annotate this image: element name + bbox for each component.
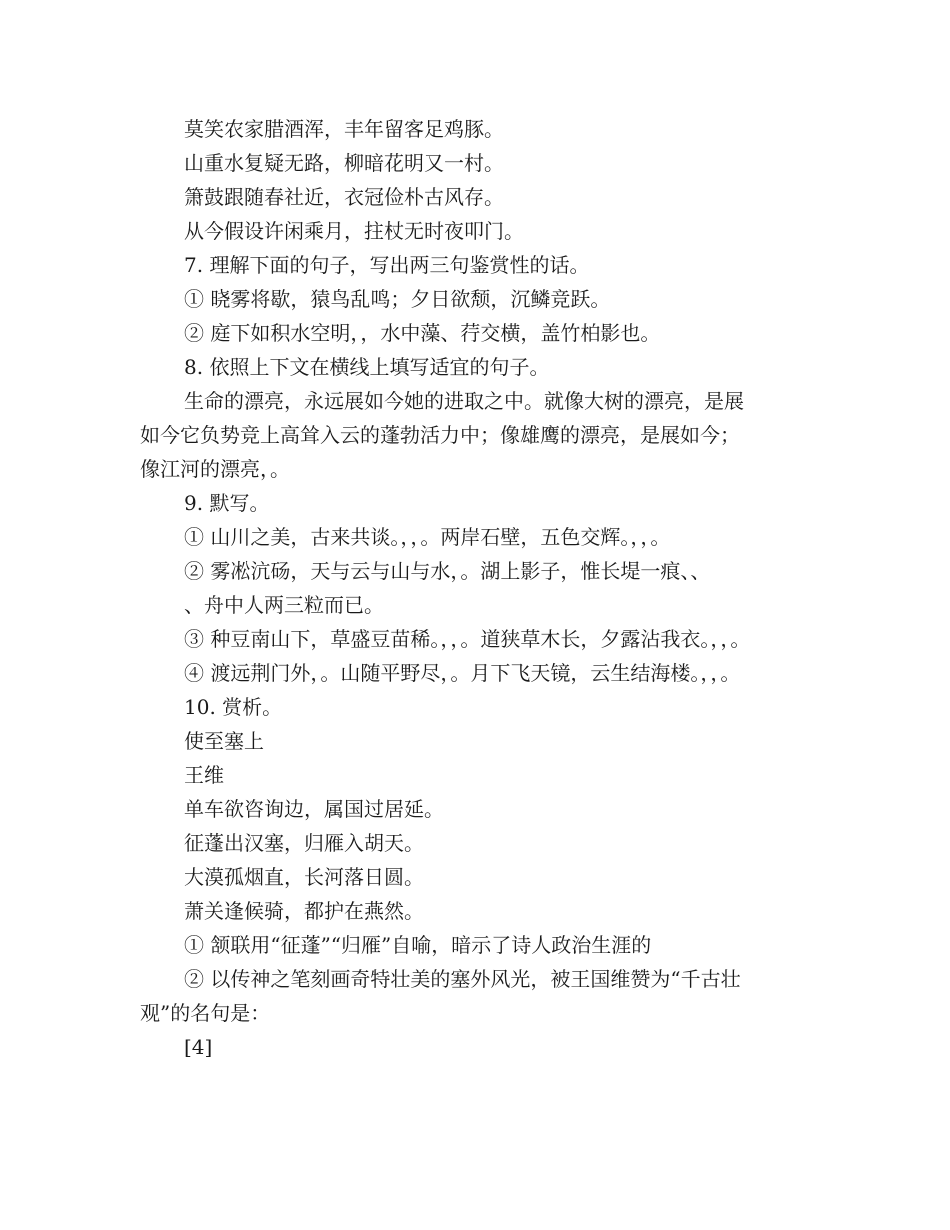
question-9-item-4: ④ 渡远荆门外，。山随平野尽，。月下飞天镜，云生结海楼。，，。 <box>184 661 741 685</box>
question-7-item-1: ① 晓雾将歇，猿鸟乱鸣；夕日欲颓，沉鳞竞跃。 <box>184 287 611 311</box>
poem-line: 从今假设许闲乘月，拄杖无时夜叩门。 <box>184 219 524 243</box>
page-marker: [4] <box>184 1035 213 1059</box>
poem-line: 单车欲咨询边，属国过居延。 <box>184 797 444 821</box>
poem-title: 使至塞上 <box>184 729 264 753</box>
question-9-item-1: ① 山川之美，古来共谈。，，。两岸石壁，五色交辉。，，。 <box>184 525 671 549</box>
poem-line: 山重水复疑无路，柳暗花明又一村。 <box>184 151 504 175</box>
question-8-paragraph-line-3: 像江河的漂亮，。 <box>140 457 290 481</box>
question-8-paragraph-line-2: 如今它负势竞上高耸入云的蓬勃活力中；像雄鹰的漂亮，是展如今； <box>140 423 740 447</box>
question-9-item-2-line-1: ② 雾凇沆砀，天与云与山与水，。湖上影子，惟长堤一痕、、 <box>184 559 711 583</box>
poem-author: 王维 <box>184 763 224 787</box>
question-9-item-3: ③ 种豆南山下，草盛豆苗稀。，，。道狭草木长，夕露沾我衣。，，。 <box>184 627 751 651</box>
question-9-title: 9. 默写。 <box>184 491 270 515</box>
question-7-item-2: ② 庭下如积水空明，，水中藻、荇交横，盖竹柏影也。 <box>184 321 661 345</box>
question-10-item-2-line-2: 观”的名句是： <box>140 1001 271 1025</box>
question-7-title: 7. 理解下面的句子，写出两三句鉴赏性的话。 <box>184 253 590 277</box>
poem-line: 萧关逢候骑，都护在燕然。 <box>184 899 424 923</box>
question-10-item-1: ① 颔联用“征蓬”“归雁”自喻，暗示了诗人政治生涯的 <box>184 933 652 957</box>
question-10-title: 10. 赏析。 <box>184 695 283 719</box>
poem-line: 莫笑农家腊酒浑，丰年留客足鸡豚。 <box>184 117 504 141</box>
question-8-title: 8. 依照上下文在横线上填写适宜的句子。 <box>184 355 550 379</box>
poem-line: 征蓬出汉塞，归雁入胡天。 <box>184 831 424 855</box>
poem-line: 箫鼓跟随春社近，衣冠俭朴古风存。 <box>184 185 504 209</box>
document-body <box>140 112 820 1064</box>
poem-line: 大漠孤烟直，长河落日圆。 <box>184 865 424 889</box>
question-10-item-2-line-1: ② 以传神之笔刻画奇特壮美的塞外风光，被王国维赞为“千古壮 <box>184 967 741 991</box>
question-8-paragraph-line-1: 生命的漂亮，永远展如今她的进取之中。就像大树的漂亮，是展 <box>184 389 744 413</box>
question-9-item-2-line-2: 、舟中人两三粒而已。 <box>184 593 384 617</box>
